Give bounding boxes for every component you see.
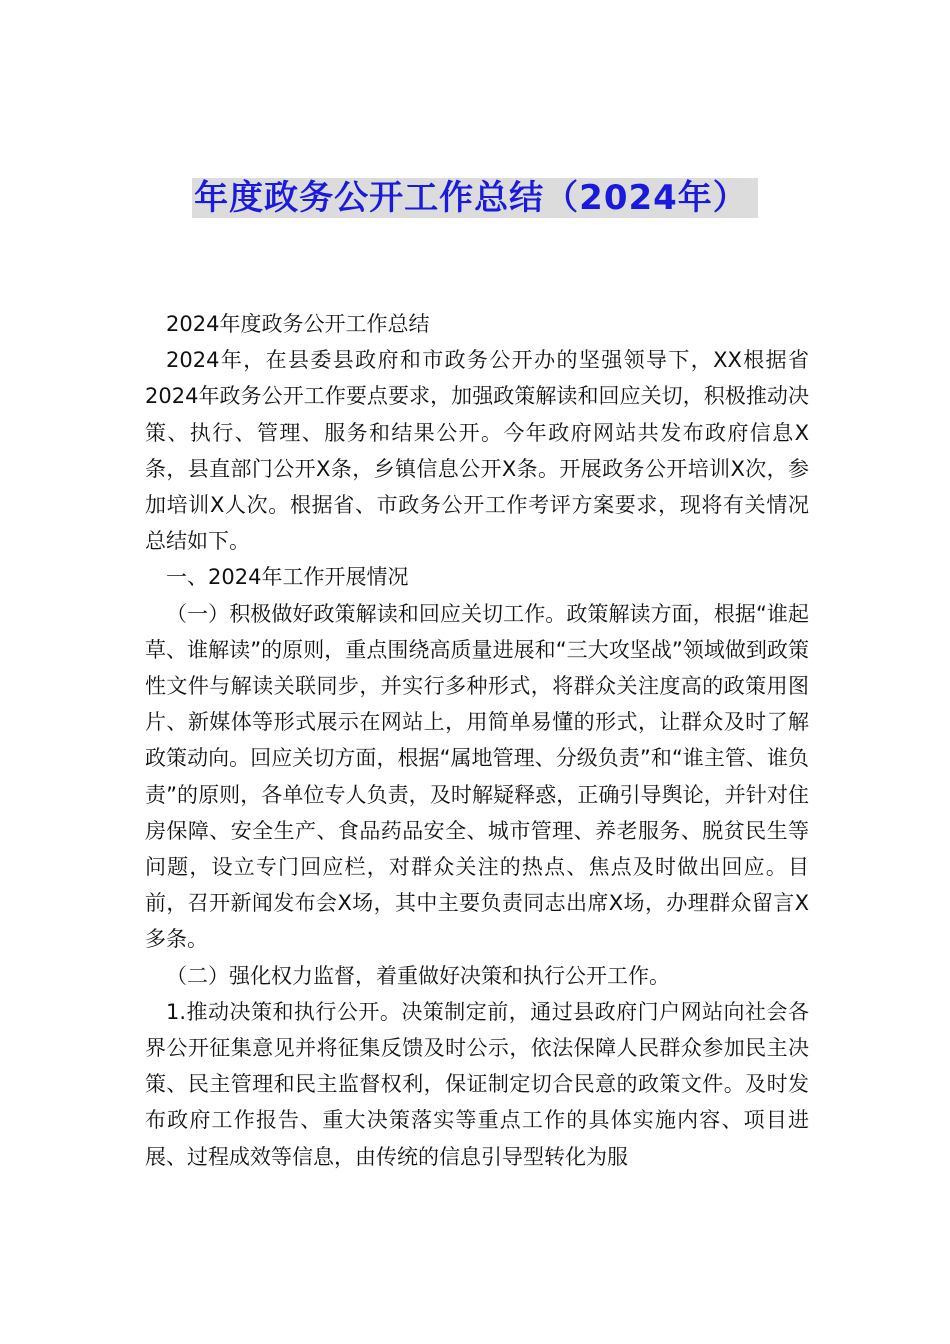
title-container <box>0 178 950 218</box>
document-body <box>145 306 809 1175</box>
body-heading: 2024年度政务公开工作总结 <box>166 312 430 336</box>
body-paragraph: 2024年，在县委县政府和市政务公开办的坚强领导下，XX根据省2024年政务公开工作要点要求，加强政策解读和回应关切，积极推动决策、执行、管理、服务和结果公开。今年政府网站共发布政府信息X条，县直部门公开X条，乡镇信息公开X条。开展政务公开培训X次，参加培训X人次。根据省、市政务公开工作考评方案要求，现将有关情况总结如下。 <box>145 348 809 554</box>
body-paragraph: （一）积极做好政策解读和回应关切工作。政策解读方面，根据“谁起草、谁解读”的原则，重点围绕高质量进展和“三大攻坚战”领域做到政策性文件与解读关联同步，并实行多种形式，将群众关注度高的政策用图片、新媒体等形式展示在网站上，用简单易懂的形式，让群众及时了解政策动向。回应关切方面，根据“属地管理、分级负责”和“谁主管、谁负责”的原则，各单位专人负责，及时解疑释惑，正确引导舆论，并针对住房保障、安全生产、食品药品安全、城市管理、养老服务、脱贫民生等问题，设立专门回应栏，对群众关注的热点、焦点及时做出回应。目前，召开新闻发布会X场，其中主要负责同志出席X场，办理群众留言X多条。 <box>145 601 809 952</box>
body-paragraph: 1.推动决策和执行公开。决策制定前，通过县政府门户网站向社会各界公开征集意见并将征集反馈及时公示，依法保障人民群众参加民主决策、民主管理和民主监督权利，保证制定切合民意的政策文件。及时发布政府工作报告、重大决策落实等重点工作的具体实施内容、项目进展、过程成效等信息，由传统的信息引导型转化为服 <box>145 999 809 1169</box>
section-heading: 一、2024年工作开展情况 <box>166 565 409 590</box>
document-title: 年度政务公开工作总结（2024年） <box>192 178 758 218</box>
subsection-heading: （二）强化权力监督，着重做好决策和执行公开工作。 <box>166 963 670 988</box>
